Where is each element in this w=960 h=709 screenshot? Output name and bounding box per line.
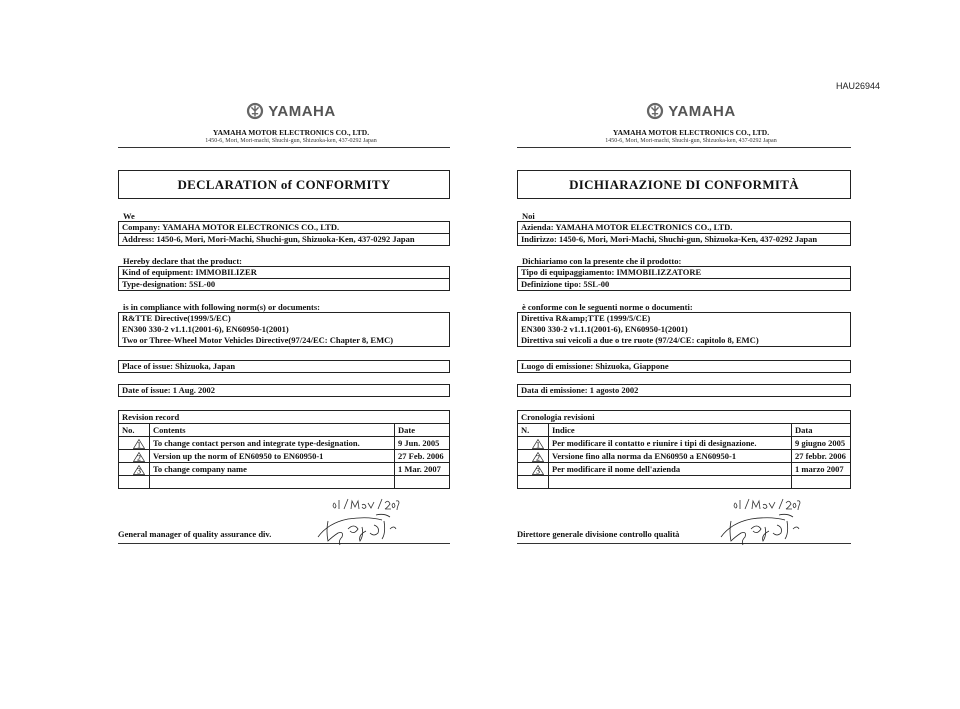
revision-contents-empty	[549, 476, 792, 489]
table-row	[518, 450, 851, 463]
signature-label: General manager of quality assurance div.	[118, 529, 272, 539]
compliance-label: è conforme con le seguenti norme o documenti:	[522, 302, 693, 312]
svg-text:1: 1	[137, 440, 141, 449]
company-name: YAMAHA MOTOR ELECTRONICS CO., LTD.	[212, 128, 370, 137]
company-box	[118, 221, 450, 246]
place-of-issue: Place of issue: Shizuoka, Japan	[122, 361, 236, 371]
date-of-issue: Data di emissione: 1 agosto 2002	[521, 385, 639, 395]
revision-table	[517, 410, 851, 489]
revision-date: 9 giugno 2005	[792, 437, 851, 450]
revision-contents: Version up the norm of EN60950 to EN60950-1	[150, 450, 395, 463]
norm-row: R&TTE Directive(1999/5/EC)	[122, 313, 231, 323]
declaration-it	[517, 100, 851, 544]
company-logo	[531, 100, 851, 122]
table-row	[119, 437, 450, 450]
logo-wordmark: YAMAHA	[268, 102, 336, 120]
place-box	[118, 360, 450, 373]
header-contents: Indice	[549, 424, 792, 437]
svg-text:3: 3	[137, 466, 141, 475]
revision-no	[119, 450, 150, 463]
norms-box	[118, 312, 450, 347]
signature-icon	[314, 511, 414, 547]
revision-no	[518, 463, 549, 476]
revision-title: Revision record	[119, 411, 450, 424]
revision-triangle-icon	[133, 452, 145, 462]
tuning-fork-logo-icon	[246, 102, 264, 120]
we-label: We	[123, 211, 135, 221]
revision-triangle-icon	[532, 465, 544, 475]
revision-title: Cronologia revisioni	[518, 411, 851, 424]
revision-triangle-icon	[532, 439, 544, 449]
revision-header-row	[119, 424, 450, 437]
revision-date-empty	[395, 476, 450, 489]
revision-no	[119, 437, 150, 450]
norms-box	[517, 312, 851, 347]
divider	[517, 147, 851, 148]
svg-text:3: 3	[536, 466, 540, 475]
revision-date: 9 Jun. 2005	[395, 437, 450, 450]
date-of-issue: Date of issue: 1 Aug. 2002	[122, 385, 216, 395]
company-box	[517, 221, 851, 246]
logo-wordmark: YAMAHA	[668, 102, 736, 120]
revision-no	[518, 437, 549, 450]
signature-label: Direttore generale divisione controllo qualità	[517, 529, 680, 539]
header-date: Date	[395, 424, 450, 437]
signature-icon	[717, 511, 817, 547]
table-row	[119, 476, 450, 489]
revision-contents: Per modificare il nome dell'azienda	[549, 463, 792, 476]
norm-row: Direttiva R&amp;TTE (1999/5/CE)	[521, 313, 651, 323]
type-row: Type-designation: 5SL-00	[122, 279, 216, 289]
equipment-row: Tipo di equipaggiamento: IMMOBILIZZATORE	[518, 267, 850, 279]
declare-label: Dichiariamo con la presente che il prodotto:	[522, 256, 682, 266]
header-contents: Contents	[150, 424, 395, 437]
table-row	[518, 476, 851, 489]
tuning-fork-logo-icon	[646, 102, 664, 120]
revision-record	[517, 410, 851, 489]
revision-record	[118, 410, 450, 489]
revision-no	[518, 450, 549, 463]
divider	[118, 147, 450, 148]
table-row	[119, 463, 450, 476]
product-box	[517, 266, 851, 291]
document-title: DICHIARAZIONE DI CONFORMITÀ	[517, 170, 851, 199]
revision-header-row	[518, 424, 851, 437]
signature-area	[118, 503, 450, 543]
type-row: Definizione tipo: 5SL-00	[521, 279, 610, 289]
date-box	[517, 384, 851, 397]
norm-row: EN300 330-2 v1.1.1(2001-6), EN60950-1(2001)	[122, 324, 289, 334]
revision-contents: To change company name	[150, 463, 395, 476]
revision-no-empty	[119, 476, 150, 489]
revision-contents: Versione fino alla norma da EN60950 a EN60950-1	[549, 450, 792, 463]
address-row: Indirizzo: 1450-6, Mori, Mori-Machi, Shuchi-gun, Shizuoka-Ken, 437-0292 Japan	[521, 234, 818, 244]
company-address: 1450-6, Mori, Mori-machi, Shuchi-gun, Shizuoka-ken, 437-0292 Japan	[205, 138, 377, 144]
document-code: HAU26944	[836, 81, 881, 91]
address-row: Address: 1450-6, Mori, Mori-Machi, Shuchi-gun, Shizuoka-Ken, 437-0292 Japan	[122, 234, 415, 244]
header-no: No.	[119, 424, 150, 437]
revision-contents: Per modificare il contatto e riunire i tipi di designazione.	[549, 437, 792, 450]
date-box	[118, 384, 450, 397]
svg-text:1: 1	[536, 440, 540, 449]
revision-table	[118, 410, 450, 489]
revision-date: 1 marzo 2007	[792, 463, 851, 476]
signature-area	[517, 503, 851, 543]
table-row	[518, 463, 851, 476]
revision-date: 27 febbr. 2006	[792, 450, 851, 463]
place-box	[517, 360, 851, 373]
declare-label: Hereby declare that the product:	[123, 256, 242, 266]
norm-row: Direttiva sui veicoli a due o tre ruote (97/24/CE: capitolo 8, EMC)	[521, 335, 759, 345]
revision-title-row	[518, 411, 851, 424]
table-row	[518, 437, 851, 450]
table-row	[119, 450, 450, 463]
svg-text:2: 2	[137, 453, 141, 462]
revision-date-empty	[792, 476, 851, 489]
revision-triangle-icon	[133, 465, 145, 475]
svg-text:2: 2	[536, 453, 540, 462]
equipment-row: Kind of equipment: IMMOBILIZER	[119, 267, 449, 279]
revision-no	[119, 463, 150, 476]
revision-contents: To change contact person and integrate type-designation.	[150, 437, 395, 450]
norm-row: Two or Three-Wheel Motor Vehicles Directive(97/24/EC: Chapter 8, EMC)	[122, 335, 394, 345]
company-logo	[132, 100, 450, 122]
revision-no-empty	[518, 476, 549, 489]
document-title: DECLARATION of CONFORMITY	[118, 170, 450, 199]
company-address: 1450-6, Mori, Mori-machi, Shuchi-gun, Shizuoka-ken, 437-0292 Japan	[605, 138, 777, 144]
revision-contents-empty	[150, 476, 395, 489]
revision-triangle-icon	[532, 452, 544, 462]
company-row: Azienda: YAMAHA MOTOR ELECTRONICS CO., LTD.	[518, 222, 850, 234]
company-name: YAMAHA MOTOR ELECTRONICS CO., LTD.	[612, 128, 770, 137]
norm-row: EN300 330-2 v1.1.1(2001-6), EN60950-1(2001)	[521, 324, 688, 334]
revision-triangle-icon	[133, 439, 145, 449]
declaration-en	[118, 100, 450, 544]
revision-date: 1 Mar. 2007	[395, 463, 450, 476]
revision-date: 27 Feb. 2006	[395, 450, 450, 463]
revision-title-row	[119, 411, 450, 424]
place-of-issue: Luogo di emissione: Shizuoka, Giappone	[521, 361, 669, 371]
header-no: N.	[518, 424, 549, 437]
compliance-label: is in compliance with following norm(s) or documents:	[123, 302, 320, 312]
product-box	[118, 266, 450, 291]
we-label: Noi	[522, 211, 535, 221]
header-date: Data	[792, 424, 851, 437]
company-row: Company: YAMAHA MOTOR ELECTRONICS CO., LTD.	[119, 222, 449, 234]
